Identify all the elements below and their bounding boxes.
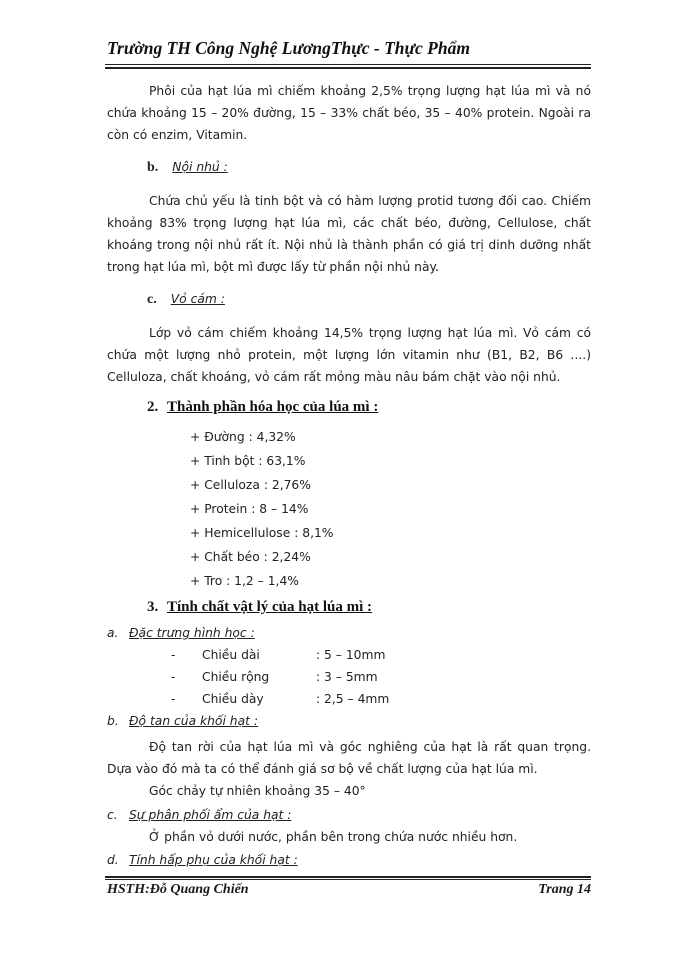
dimension-row-length: - Chiều dài : 5 – 10mm	[171, 648, 386, 662]
subsection-b-paragraph: Chứa chủ yếu là tinh bột và có hàm lượng protid tương đối cao. Chiếm khoảng 83% trọng lượng hạt lúa mì, các chất béo, đường, Cellulose, chất khoáng trong nội nhủ rất ít. Nội nhủ là thành phần có giá trị dinh dưỡng nhất trong hạt lúa mì, bột mì được lấy từ phần nội nhủ này.	[107, 194, 591, 274]
composition-item: + Celluloza : 2,76%	[190, 478, 311, 492]
subsection-b-heading	[147, 160, 228, 176]
subsection-c-title: Vỏ cám :	[170, 292, 225, 306]
intro-paragraph: Phôi của hạt lúa mì chiếm khoảng 2,5% trọng lượng hạt lúa mì và nó chứa khoảng 15 – 20% đường, 15 – 33% chất béo, 35 – 40% protein. Ngoài ra còn có enzim, Vitamin.	[107, 84, 591, 142]
footer-rule-top	[105, 876, 591, 878]
header-rule-top	[105, 64, 591, 65]
subsection-3c-text: Ở phần vỏ dưới nước, phần bên trong chứa nước nhiều hơn.	[149, 830, 518, 844]
page-header-title: Trường TH Công Nghệ LươngThực - Thực Phẩm	[107, 38, 470, 58]
dimension-row-thickness: - Chiều dày : 2,5 – 4mm	[171, 692, 390, 706]
section-3-number: 3.	[147, 599, 159, 615]
composition-item: + Chất béo : 2,24%	[190, 550, 311, 564]
subsection-3c-heading: c. Sự phân phối ẩm của hạt :	[107, 808, 292, 822]
subsection-c-paragraph: Lớp vỏ cám chiếm khoảng 14,5% trọng lượng hạt lúa mì. Vỏ cám có chứa một lượng nhỏ protein, một lượng lớn vitamin như (B1, B2, B6 ....) Celluloza, chất khoáng, vỏ cám rất mỏng màu nâu bám chặt vào nội nhủ.	[107, 326, 591, 384]
subsection-3d-heading: d. Tính hấp phụ của khối hạt :	[107, 853, 298, 867]
composition-item: + Hemicellulose : 8,1%	[190, 526, 334, 540]
subsection-c-letter: c.	[147, 292, 157, 307]
section-3-heading	[147, 599, 372, 616]
composition-item: + Tinh bột : 63,1%	[190, 454, 306, 468]
subsection-b-title: Nội nhủ :	[172, 160, 228, 174]
dimension-row-width: - Chiều rộng : 3 – 5mm	[171, 670, 378, 684]
header-rule-bottom	[105, 67, 591, 69]
footer-rule-bottom	[105, 879, 591, 880]
section-2-title: Thành phần hóa học của lúa mì :	[167, 399, 379, 415]
composition-item: + Protein : 8 – 14%	[190, 502, 309, 516]
section-3-title: Tính chất vật lý của hạt lúa mì :	[167, 599, 373, 615]
subsection-3b-paragraph: Độ tan rời của hạt lúa mì và góc nghiêng của hạt là rất quan trọng. Dựa vào đó mà ta có thể đánh giá sơ bộ về chất lượng của hạt lúa mì.	[107, 740, 591, 776]
composition-item: + Tro : 1,2 – 1,4%	[190, 574, 299, 588]
footer-author: HSTH:Đỗ Quang Chiến	[107, 882, 249, 897]
section-2-heading	[147, 399, 378, 416]
page-footer	[107, 882, 591, 898]
subsection-3b-heading: b. Độ tan của khối hạt :	[107, 714, 258, 728]
composition-item: + Đường : 4,32%	[190, 430, 296, 444]
subsection-b-letter: b.	[147, 160, 159, 175]
section-2-number: 2.	[147, 399, 159, 415]
natural-flow-angle: Góc chảy tự nhiên khoảng 35 – 40°	[149, 784, 366, 798]
subsection-3a-heading: a. Đặc trưng hình học :	[107, 626, 255, 640]
footer-page-number: Trang 14	[538, 882, 591, 897]
subsection-c-heading	[147, 292, 225, 308]
